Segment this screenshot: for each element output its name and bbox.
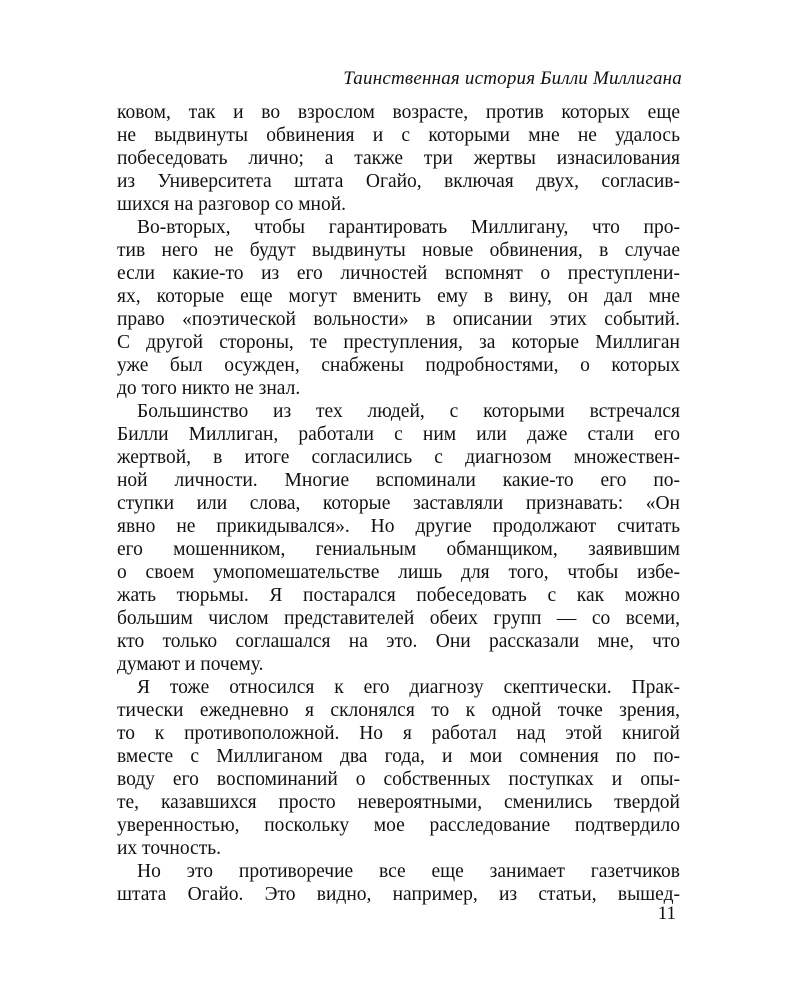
body-text [117, 101, 680, 906]
text-line: Но это противоречие все еще занимает газетчиков [137, 861, 680, 882]
text-line: С другой стороны, те преступления, за которые Миллиган [117, 332, 680, 353]
text-line: их точность. [117, 838, 221, 859]
text-line: право «поэтической вольности» в описании этих событий. [117, 309, 680, 330]
text-line: побеседовать лично; а также три жертвы изнасилования [117, 148, 680, 169]
text-line: думают и почему. [117, 654, 264, 675]
text-line: штата Огайо. Это видно, например, из статьи, вышед- [117, 884, 680, 905]
text-line: ковом, так и во взрослом возрасте, против которых еще [117, 102, 680, 123]
text-line: Билли Миллиган, работали с ним или даже стали его [117, 424, 680, 445]
text-line: жертвой, в итоге согласились с диагнозом множествен- [117, 447, 680, 468]
text-line: большим числом представителей обеих групп — со всеми, [117, 608, 680, 629]
text-line: о своем умопомешательстве лишь для того, чтобы избе- [117, 562, 680, 583]
running-header: Таинственная история Билли Миллигана [343, 68, 682, 89]
text-line: то к противоположной. Но я работал над этой книгой [117, 723, 680, 744]
text-line: ях, которые еще могут вменить ему в вину, он дал мне [117, 286, 680, 307]
text-line: Я тоже относился к его диагнозу скептически. Прак- [137, 677, 680, 698]
text-line: если какие-то из его личностей вспомнят о преступлени- [117, 263, 680, 284]
text-line: явно не прикидывался». Но другие продолжают считать [117, 516, 680, 537]
text-line: не выдвинуты обвинения и с которыми мне не удалось [117, 125, 680, 146]
page-number: 11 [657, 903, 676, 924]
text-line: ступки или слова, которые заставляли признавать: «Он [117, 493, 680, 514]
text-line: жать тюрьмы. Я постарался побеседовать с как можно [117, 585, 680, 606]
text-line: Большинство из тех людей, с которыми встречался [137, 401, 680, 422]
text-line: Во-вторых, чтобы гарантировать Миллигану, что про- [137, 217, 680, 238]
text-line: вместе с Миллиганом два года, и мои сомнения по по- [117, 746, 680, 767]
text-line: те, казавшихся просто невероятными, сменились твердой [117, 792, 680, 813]
text-line: тически ежедневно я склонялся то к одной точке зрения, [117, 700, 680, 721]
text-line: из Университета штата Огайо, включая двух, согласив- [117, 171, 680, 192]
text-line: уже был осужден, снабжены подробностями, о которых [117, 355, 680, 376]
text-line: ной личности. Многие вспоминали какие-то его по- [117, 470, 680, 491]
text-line: уверенностью, поскольку мое расследование подтвердило [117, 815, 680, 836]
text-line: кто только соглашался на это. Они рассказали мне, что [117, 631, 680, 652]
text-line: шихся на разговор со мной. [117, 194, 347, 215]
text-line: воду его воспоминаний о собственных поступках и опы- [117, 769, 680, 790]
text-line: его мошенником, гениальным обманщиком, заявившим [117, 539, 680, 560]
text-line: до того никто не знал. [117, 378, 301, 399]
text-line: тив него не будут выдвинуты новые обвинения, в случае [117, 240, 680, 261]
